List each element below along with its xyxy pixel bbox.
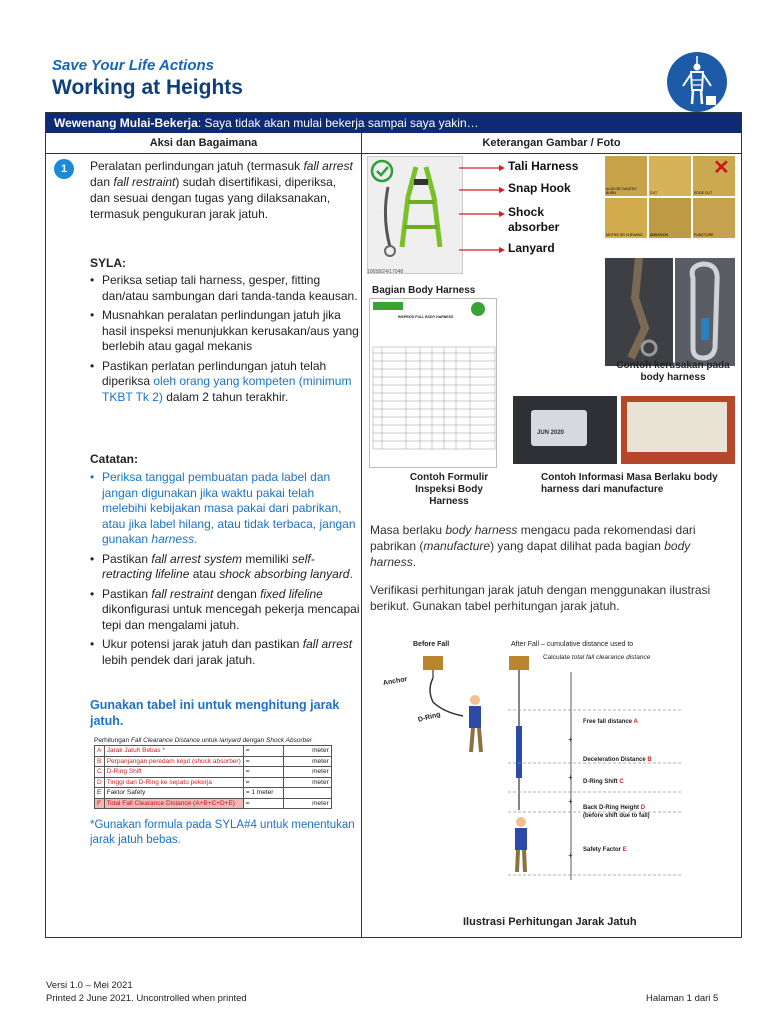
footer-page: Halaman 1 dari 5 bbox=[646, 993, 719, 1004]
column-header-right: Keterangan Gambar / Foto bbox=[482, 137, 621, 149]
svg-text:+: + bbox=[568, 773, 573, 782]
step-intro: Peralatan perlindungan jatuh (termasuk fall arrest dan fall restraint) sudah disertifikasi, diperiksa, dan sesuai dengan tugas yang dilaksanakan, termasuk pengukuran jarak jatuh. bbox=[90, 159, 353, 221]
caption-formulir: Contoh Formulir Inspeksi Body Harness bbox=[409, 472, 489, 507]
caption-body-harness: Bagian Body Harness bbox=[372, 285, 476, 296]
paragraph-masa-berlaku: Masa berlaku body harness mengacu pada rekomendasi dari pabrikan (manufacture) yang dapat dilihat pada bagian body harness. bbox=[370, 523, 696, 569]
damage-item: ACID OR CAUSTIC BURN bbox=[605, 156, 647, 196]
diagram-deceleration: Deceleration Distance B bbox=[583, 757, 652, 763]
table-heading: Gunakan tabel ini untuk menghitung jarak jatuh. bbox=[90, 698, 340, 728]
step-number-badge: 1 bbox=[54, 159, 74, 179]
diagram-after-fall: After Fall – cumulative distance used to bbox=[511, 641, 634, 648]
page-subtitle: Save Your Life Actions bbox=[52, 57, 214, 74]
catatan-list bbox=[88, 470, 360, 672]
label-date: JUN 2020 bbox=[537, 430, 565, 436]
label-shock: Shock bbox=[508, 205, 545, 219]
formula-note: *Gunakan formula pada SYLA#4 untuk menentukan jarak jatuh bebas. bbox=[90, 819, 355, 846]
paragraph-verifikasi: Verifikasi perhitungan jarak jatuh dengan menggunakan ilustrasi berikut. Gunakan tabel perhitungan jarak jatuh. bbox=[370, 583, 711, 613]
actions-column bbox=[46, 154, 362, 937]
form-title: INSPEKSI FULL BODY HARNESS bbox=[398, 315, 454, 319]
syla-item: • Musnahkan peralatan perlindungan jatuh jika hasil inspeksi menunjukkan kerusakan/aus yang berlebih atau gagal mekanis bbox=[88, 308, 360, 355]
syla-heading: SYLA: bbox=[90, 256, 126, 270]
diagram-dring: D-Ring bbox=[417, 711, 442, 724]
syla-item: • Pastikan perlatan perlindungan jatuh telah diperiksa oleh orang yang kompeten (minimum TKBT Tk 2) dalam 2 tahun terakhir. bbox=[88, 359, 360, 406]
label-snap-hook: Snap Hook bbox=[508, 181, 571, 195]
footer-printed: Printed 2 June 2021. Uncontrolled when printed bbox=[46, 993, 247, 1004]
syla-list bbox=[88, 273, 360, 409]
calc-table-wrap bbox=[94, 737, 332, 809]
damage-item: MOTHS OR CHEWING bbox=[605, 198, 647, 238]
damage-item: CUT bbox=[649, 156, 691, 196]
diagram-safety-factor: Safety Factor E bbox=[583, 847, 627, 853]
catatan-item: • Periksa tanggal pembuatan pada label dan jangan digunakan jika waktu pakai telah melebihi kebijakan masa pakai dari pabrikan, atau jika label hilang, atau tidak terbaca, jangan gunakan harness. bbox=[88, 470, 360, 548]
table-row: D Tinggi dari D-Ring ke sepatu pekerja = meter bbox=[95, 777, 332, 788]
calc-table-title: Perhitungan Fall Clearance Distance untuk lanyard dengan Shock Absorber bbox=[94, 737, 313, 744]
illustrations-column bbox=[363, 154, 741, 937]
damage-item: ABRASION bbox=[649, 198, 691, 238]
damaged-lanyard-photo bbox=[605, 258, 673, 366]
diagram-anchor: Anchor bbox=[382, 675, 408, 688]
label-lanyard: Lanyard bbox=[508, 241, 555, 255]
syla-item: • Periksa setiap tali harness, gesper, fitting dan/atau sambungan dari tanda-tanda keausan. bbox=[88, 273, 360, 304]
damage-item: PUNCTURE bbox=[693, 198, 735, 238]
diagram-free-fall: Free fall distance A bbox=[583, 719, 638, 725]
table-row: C D-Ring Shift = meter bbox=[95, 767, 332, 778]
diagram-back-dring: Back D-Ring Height D (before shift due to fall) bbox=[583, 805, 650, 819]
svg-text:+: + bbox=[568, 851, 573, 860]
catatan-heading: Catatan: bbox=[90, 452, 139, 466]
damage-item: EDGE CUT bbox=[693, 156, 735, 196]
column-headers bbox=[46, 133, 741, 154]
footer-version: Versi 1.0 – Mei 2021 bbox=[46, 980, 133, 991]
main-table bbox=[45, 112, 742, 938]
label-tali-harness: Tali Harness bbox=[508, 159, 579, 173]
harness-worker-icon bbox=[667, 52, 727, 112]
calc-table bbox=[94, 745, 332, 809]
authority-bar: Wewenang Mulai-Bekerja: Saya tidak akan mulai bekerja sampai saya yakin… bbox=[46, 113, 741, 133]
column-header-left: Aksi dan Bagaimana bbox=[46, 133, 362, 153]
page-title: Working at Heights bbox=[52, 76, 243, 99]
table-row: A Jarak Jatuh Bebas * = meter bbox=[95, 746, 332, 757]
table-row: F Total Fall Clearance Distance (A+B+C+D+E) = meter bbox=[95, 798, 332, 809]
catatan-item: • Pastikan fall arrest system memiliki self-retracting lifeline atau shock absorbing lanyard. bbox=[88, 552, 360, 583]
table-row: B Perpanjangan peredam kejut (shock absorber) = meter bbox=[95, 756, 332, 767]
label-photo-1 bbox=[513, 396, 617, 464]
diagram-calculate: Calculate total fall clearance distance bbox=[543, 654, 651, 661]
label-absorber: absorber bbox=[508, 220, 560, 234]
svg-text:+: + bbox=[568, 797, 573, 806]
cross-mark-icon: ✕ bbox=[713, 157, 730, 179]
svg-text:+: + bbox=[568, 735, 573, 744]
fall-clearance-diagram bbox=[363, 630, 741, 900]
diagram-before-fall: Before Fall bbox=[413, 641, 450, 648]
inspection-form-image bbox=[369, 298, 497, 468]
diagram-dring-shift: D-Ring Shift C bbox=[583, 779, 624, 785]
catatan-item: • Pastikan fall restraint dengan fixed lifeline dikonfigurasi untuk mencegah pekerja mencapai tepi dan mengalami jatuh. bbox=[88, 587, 360, 634]
snap-hook-photo bbox=[675, 258, 735, 366]
pointer-arrows bbox=[459, 162, 505, 258]
caption-kerusakan: Contoh kerusakan pada body harness bbox=[616, 360, 730, 383]
catatan-item: • Ukur potensi jarak jatuh dan pastikan fall arrest lebih pendek dari jarak jatuh. bbox=[88, 637, 360, 668]
table-row: E Faktor Safety = 1 meter bbox=[95, 788, 332, 799]
caption-masa-berlaku: Contoh Informasi Masa Berlaku body harness dari manufacture bbox=[541, 472, 718, 495]
caption-illustration: Ilustrasi Perhitungan Jarak Jatuh bbox=[463, 916, 637, 928]
label-photo-2 bbox=[621, 396, 735, 464]
harness-photo bbox=[367, 156, 463, 274]
serial-number: 10658/24/17048 bbox=[367, 269, 404, 275]
